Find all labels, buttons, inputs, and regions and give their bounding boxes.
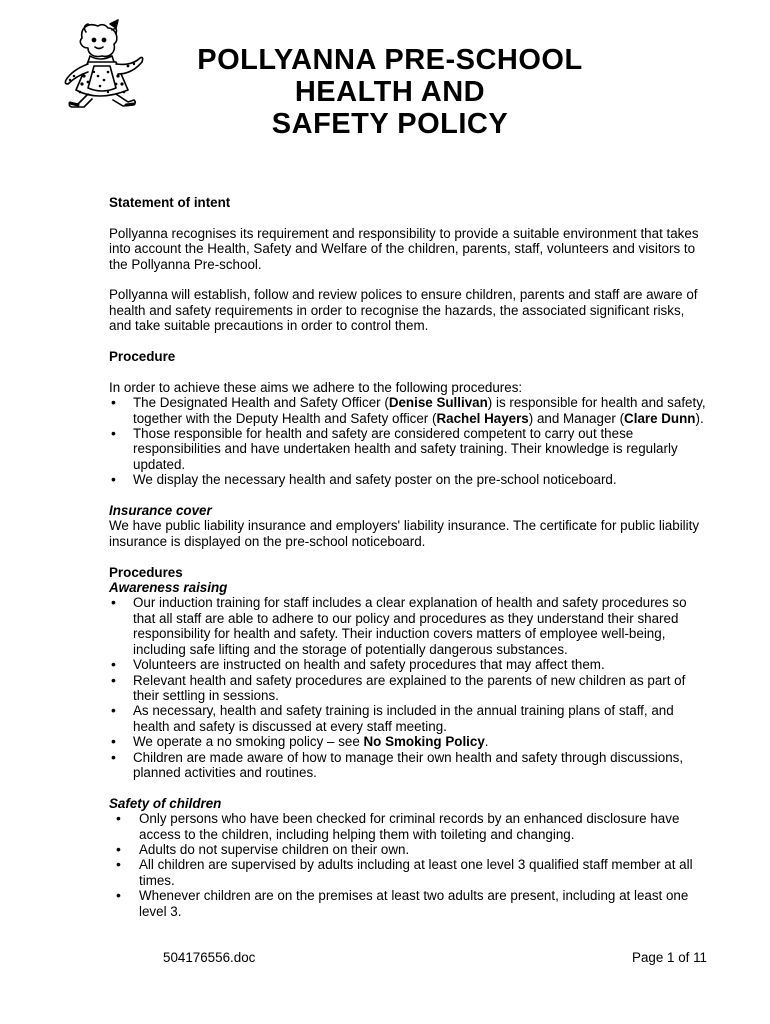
title-line-3: SAFETY POLICY bbox=[271, 108, 509, 140]
insurance-text: We have public liability insurance and employers' liability insurance. The certificate for public liability insurance is displayed on the pre-school noticeboard. bbox=[109, 518, 700, 549]
list-item: • Our induction training for staff includes a clear explanation of health and safety procedures so that all staff are able to adhere to our policy and procedures as they understand their shared responsibility for health and safety. Their induction covers matters of employee well-being, including safe lifting and the storage of potentially dangerous substances. bbox=[109, 595, 709, 657]
intent-paragraph-1: Pollyanna recognises its requirement and responsibility to provide a suitable environment that takes into account the Health, Safety and Welfare of the children, parents, staff, volunteers and visitors to the Pollyanna Pre-school. bbox=[109, 225, 699, 272]
procedures-heading: Procedures bbox=[109, 564, 183, 580]
awareness-list bbox=[109, 595, 709, 780]
title-line-2: HEALTH AND bbox=[294, 76, 486, 108]
list-item: • We operate a no smoking policy – see No Smoking Policy. bbox=[109, 734, 709, 749]
title-line-1: POLLYANNA PRE-SCHOOL bbox=[197, 44, 583, 76]
list-item: • Adults do not supervise children on their own. bbox=[109, 842, 709, 857]
intent-paragraph-2: Pollyanna will establish, follow and review polices to ensure children, parents and staff are aware of health and safety requirements in order to recognise the hazards, the associated significant risks, and take suitable precautions in order to control them. bbox=[109, 287, 698, 334]
procedure-heading: Procedure bbox=[109, 349, 176, 365]
document-body bbox=[109, 195, 709, 919]
list-item: • Whenever children are on the premises at least two adults are present, including at least one level 3. bbox=[109, 888, 709, 919]
list-item: • Children are made aware of how to manage their own health and safety through discussions, planned activities and routines. bbox=[109, 750, 709, 781]
list-item: • Relevant health and safety procedures are explained to the parents of new children as part of their settling in sessions. bbox=[109, 673, 709, 704]
list-item: • As necessary, health and safety training is included in the annual training plans of staff, and health and safety is discussed at every staff meeting. bbox=[109, 703, 709, 734]
list-item: • Those responsible for health and safety are considered competent to carry out these responsibilities and have undertaken health and safety training. Their knowledge is regularly updated. bbox=[109, 426, 709, 472]
safety-heading: Safety of children bbox=[109, 795, 222, 811]
footer-filename: 504176556.doc bbox=[163, 950, 256, 965]
list-item: • Only persons who have been checked for criminal records by an enhanced disclosure have access to the children, including helping them with toileting and changing. bbox=[109, 811, 709, 842]
procedure-list bbox=[109, 395, 709, 487]
manager-name: Clare Dunn bbox=[624, 410, 696, 426]
intent-heading: Statement of intent bbox=[109, 195, 231, 210]
deputy-name: Rachel Hayers bbox=[436, 410, 529, 426]
awareness-heading: Awareness raising bbox=[109, 580, 228, 596]
page-title bbox=[150, 44, 630, 140]
list-item: • Volunteers are instructed on health and safety procedures that may affect them. bbox=[109, 657, 709, 672]
no-smoking-policy-ref: No Smoking Policy bbox=[363, 734, 485, 750]
footer-page-number: Page 1 of 11 bbox=[632, 950, 707, 965]
list-item: • All children are supervised by adults including at least one level 3 qualified staff member at all times. bbox=[109, 857, 709, 888]
girl-doll-icon bbox=[58, 18, 153, 110]
safety-list bbox=[109, 811, 709, 919]
insurance-heading: Insurance cover bbox=[109, 503, 212, 519]
list-item: • We display the necessary health and safety poster on the pre-school noticeboard. bbox=[109, 472, 709, 487]
officer-name: Denise Sullivan bbox=[388, 395, 488, 411]
procedure-intro: In order to achieve these aims we adhere to the following procedures: bbox=[109, 379, 523, 395]
list-item: • The Designated Health and Safety Officer (Denise Sullivan) is responsible for health and safety, together with the Deputy Health and Safety officer (Rachel Hayers) and Manager (Clare Dunn). bbox=[109, 395, 709, 426]
